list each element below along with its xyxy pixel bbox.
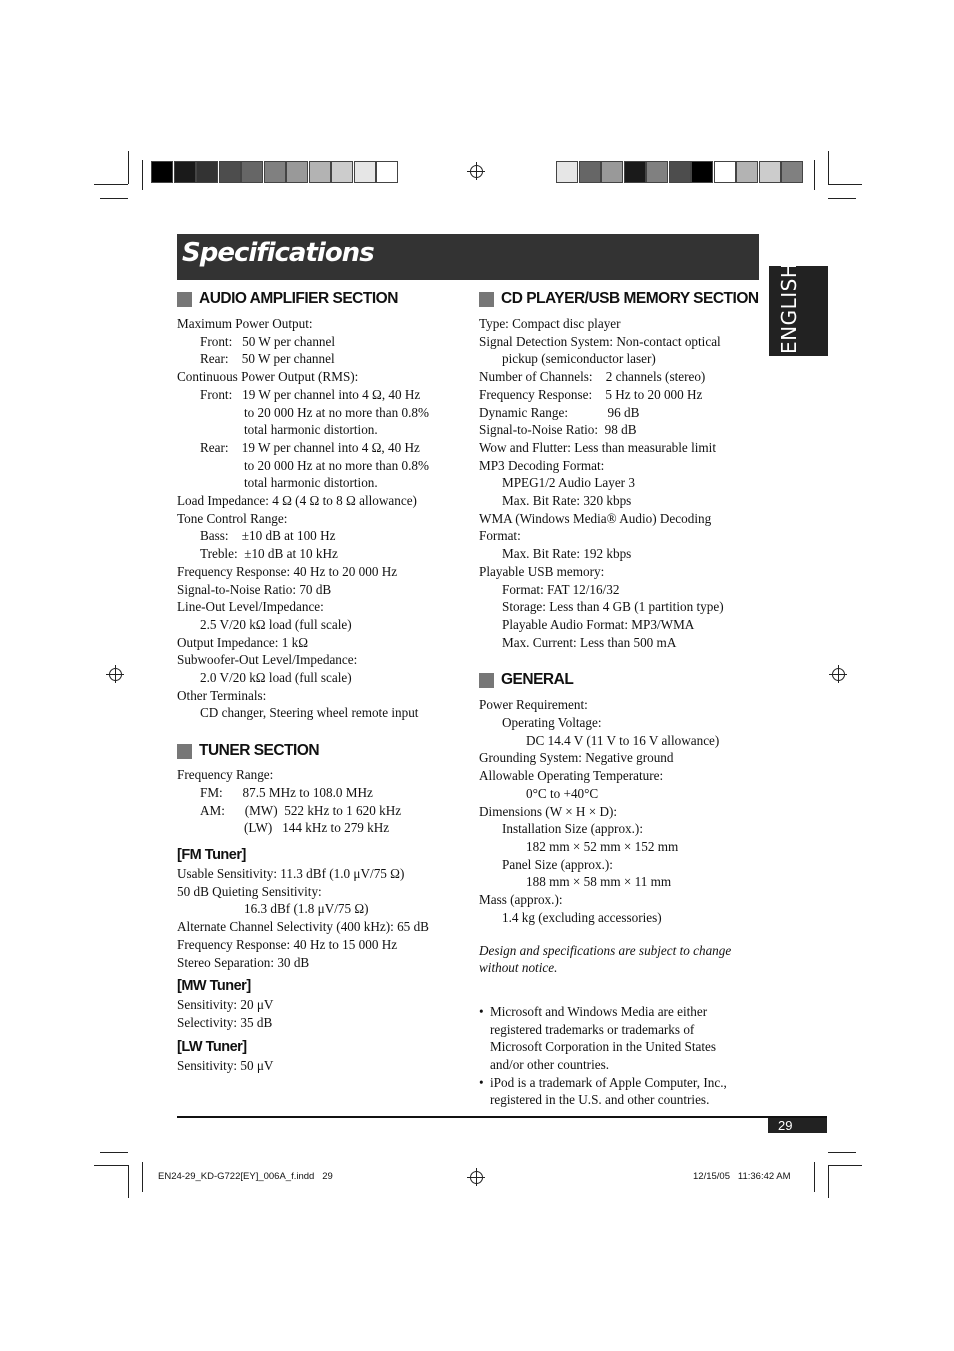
color-swatch [691,161,713,183]
spec-line: Frequency Range: [177,767,274,783]
spec-line: to 20 000 Hz at no more than 0.8% [244,404,429,420]
spec-line: 50 dB Quieting Sensitivity: [177,883,322,899]
spec-line: Load Impedance: 4 Ω (4 Ω to 8 Ω allowance) [177,493,417,509]
spec-line: Installation Size (approx.): [502,821,643,837]
spec-line: Frequency Response: 5 Hz to 20 000 Hz [479,386,703,402]
spec-line: Allowable Operating Temperature: [479,768,664,784]
color-swatch [736,161,758,183]
color-swatch [196,161,218,183]
spec-line: Front: 50 W per channel [200,333,336,349]
registration-mark-icon [109,668,122,681]
color-swatch [286,161,308,183]
color-swatch [331,161,353,183]
crop-mark [128,151,129,184]
spec-line: Line-Out Level/Impedance: [177,599,324,615]
spec-line: (LW) 144 kHz to 279 kHz [244,820,390,836]
crop-mark [828,184,862,185]
crop-mark [142,1162,143,1192]
color-swatch [354,161,376,183]
spec-line: total harmonic distortion. [244,475,378,491]
spec-line: Operating Voltage: [502,715,602,731]
color-swatch [174,161,196,183]
spec-line: 1.4 kg (excluding accessories) [502,909,662,925]
crop-mark [828,151,829,184]
color-swatch [669,161,691,183]
footer-timestamp: 12/15/05 11:36:42 AM [693,1171,791,1182]
spec-line: Wow and Flutter: Less than measurable limit [479,439,716,455]
spec-line: Dynamic Range: 96 dB [479,404,640,420]
crop-mark [814,160,815,190]
spec-line: Maximum Power Output: [177,316,313,331]
disclaimer-note: without notice. [479,960,558,976]
bottom-rule [177,1116,827,1118]
color-swatch [219,161,241,183]
spec-line: Continuous Power Output (RMS): [177,369,359,385]
spec-line: Treble: ±10 dB at 10 kHz [200,546,338,562]
spec-line: Type: Compact disc player [479,316,621,331]
spec-line: Playable USB memory: [479,563,605,579]
spec-line: MP3 Decoding Format: [479,457,605,473]
spec-line: Front: 19 W per channel into 4 Ω, 40 Hz [200,386,421,402]
color-swatch [601,161,623,183]
crop-mark [128,1165,129,1198]
spec-line: 0°C to +40°C [526,785,599,801]
spec-line: 2.0 V/20 kΩ load (full scale) [200,670,352,686]
fm-tuner-heading: [FM Tuner] [177,846,246,863]
spec-line: WMA (Windows Media® Audio) Decoding [479,510,712,526]
spec-line: Sensitivity: 50 μV [177,1057,274,1073]
spec-line: 2.5 V/20 kΩ load (full scale) [200,616,352,632]
footer-file-info: EN24-29_KD-G722[EY]_006A_f.indd 29 [158,1171,333,1182]
tuner-heading: TUNER SECTION [177,741,457,761]
spec-line: Storage: Less than 4 GB (1 partition type) [502,599,724,615]
spec-line: Format: [479,528,521,544]
bullet-line: registered in the U.S. and other countries. [490,1092,710,1108]
crop-mark [94,1165,128,1166]
spec-line: Rear: 50 W per channel [200,351,335,367]
left-column [177,289,457,1074]
page-number-box [768,1118,827,1133]
spec-line: AM: (MW) 522 kHz to 1 620 kHz [200,802,402,818]
spec-line: Stereo Separation: 30 dB [177,954,310,970]
spec-line: FM: 87.5 MHz to 108.0 MHz [200,784,373,800]
spec-line: Selectivity: 35 dB [177,1014,273,1030]
spec-line: Frequency Response: 40 Hz to 15 000 Hz [177,936,398,952]
page-title: Specifications [182,238,374,268]
spec-line: Usable Sensitivity: 11.3 dBf (1.0 μV/75 Ω) [177,865,405,881]
spec-line: Sensitivity: 20 μV [177,997,274,1013]
crop-mark [828,1165,829,1198]
spec-line: Mass (approx.): [479,892,563,908]
spec-line: Frequency Response: 40 Hz to 20 000 Hz [177,563,398,579]
spec-line: total harmonic distortion. [244,422,378,438]
lw-tuner-heading: [LW Tuner] [177,1038,247,1055]
spec-line: MPEG1/2 Audio Layer 3 [502,475,635,491]
spec-line: Alternate Channel Selectivity (400 kHz): 65 dB [177,919,429,935]
crop-mark [828,198,856,199]
spec-line: DC 14.4 V (11 V to 16 V allowance) [526,732,720,748]
page-number: 29 [778,1118,793,1133]
spec-line: Signal-to-Noise Ratio: 98 dB [479,422,637,438]
spec-line: Signal Detection System: Non-contact optical [479,333,721,349]
crop-mark [814,1162,815,1192]
spec-line: CD changer, Steering wheel remote input [200,705,419,721]
spec-line: Power Requirement: [479,697,588,713]
spec-line: Max. Current: Less than 500 mA [502,634,677,650]
crop-mark [100,1152,128,1153]
trademark-bullet [479,1003,769,1074]
crop-mark [94,184,128,185]
spec-line: Format: FAT 12/16/32 [502,581,620,597]
registration-mark-icon [470,165,483,178]
spec-line: Subwoofer-Out Level/Impedance: [177,652,358,668]
crop-mark [828,1152,856,1153]
color-swatch [714,161,736,183]
color-swatch [624,161,646,183]
spec-line: Bass: ±10 dB at 100 Hz [200,528,336,544]
registration-mark-icon [470,1171,483,1184]
language-tab [769,262,828,356]
audio-heading: AUDIO AMPLIFIER SECTION [177,289,457,309]
spec-line: Panel Size (approx.): [502,856,613,872]
color-swatch [241,161,263,183]
spec-line: 16.3 dBf (1.8 μV/75 Ω) [244,901,369,917]
bullet-line: • Microsoft and Windows Media are either [490,1003,708,1019]
spec-line: Playable Audio Format: MP3/WMA [502,616,695,632]
spec-line: Tone Control Range: [177,510,288,526]
color-swatch [646,161,668,183]
color-swatch [309,161,331,183]
registration-mark-icon [832,668,845,681]
crop-mark [142,160,143,190]
cd-heading: CD PLAYER/USB MEMORY SECTION [479,289,769,309]
bullet-line: registered trademarks or trademarks of [490,1021,695,1037]
color-swatch [151,161,173,183]
spec-line: Other Terminals: [177,687,267,703]
trademark-bullet [479,1074,769,1109]
color-swatch [556,161,578,183]
color-swatch [759,161,781,183]
spec-line: Output Impedance: 1 kΩ [177,634,309,650]
spec-line: Dimensions (W × H × D): [479,803,618,819]
spec-line: 182 mm × 52 mm × 152 mm [526,838,679,854]
spec-line: Grounding System: Negative ground [479,750,674,766]
general-heading: GENERAL [479,670,769,690]
right-column [479,289,769,1109]
spec-line: to 20 000 Hz at no more than 0.8% [244,457,429,473]
spec-line: Signal-to-Noise Ratio: 70 dB [177,581,332,597]
bullet-line: Microsoft Corporation in the United States [490,1039,716,1055]
color-swatch [579,161,601,183]
spec-line: Rear: 19 W per channel into 4 Ω, 40 Hz [200,439,420,455]
color-swatch [264,161,286,183]
spec-line: pickup (semiconductor laser) [502,351,656,367]
spec-line: Number of Channels: 2 channels (stereo) [479,369,706,385]
bullet-line: and/or other countries. [490,1057,610,1073]
spec-line: Max. Bit Rate: 320 kbps [502,493,632,509]
color-swatch [376,161,398,183]
mw-tuner-heading: [MW Tuner] [177,978,251,995]
spec-line: Max. Bit Rate: 192 kbps [502,546,632,562]
language-label: ENGLISH [777,262,801,354]
crop-mark [100,198,128,199]
crop-mark [828,1165,862,1166]
title-bar [177,234,759,280]
color-swatch [781,161,803,183]
bullet-line: • iPod is a trademark of Apple Computer, Inc., [490,1074,727,1090]
spec-line: 188 mm × 58 mm × 11 mm [526,874,672,890]
disclaimer-note: Design and specifications are subject to change [479,942,732,958]
